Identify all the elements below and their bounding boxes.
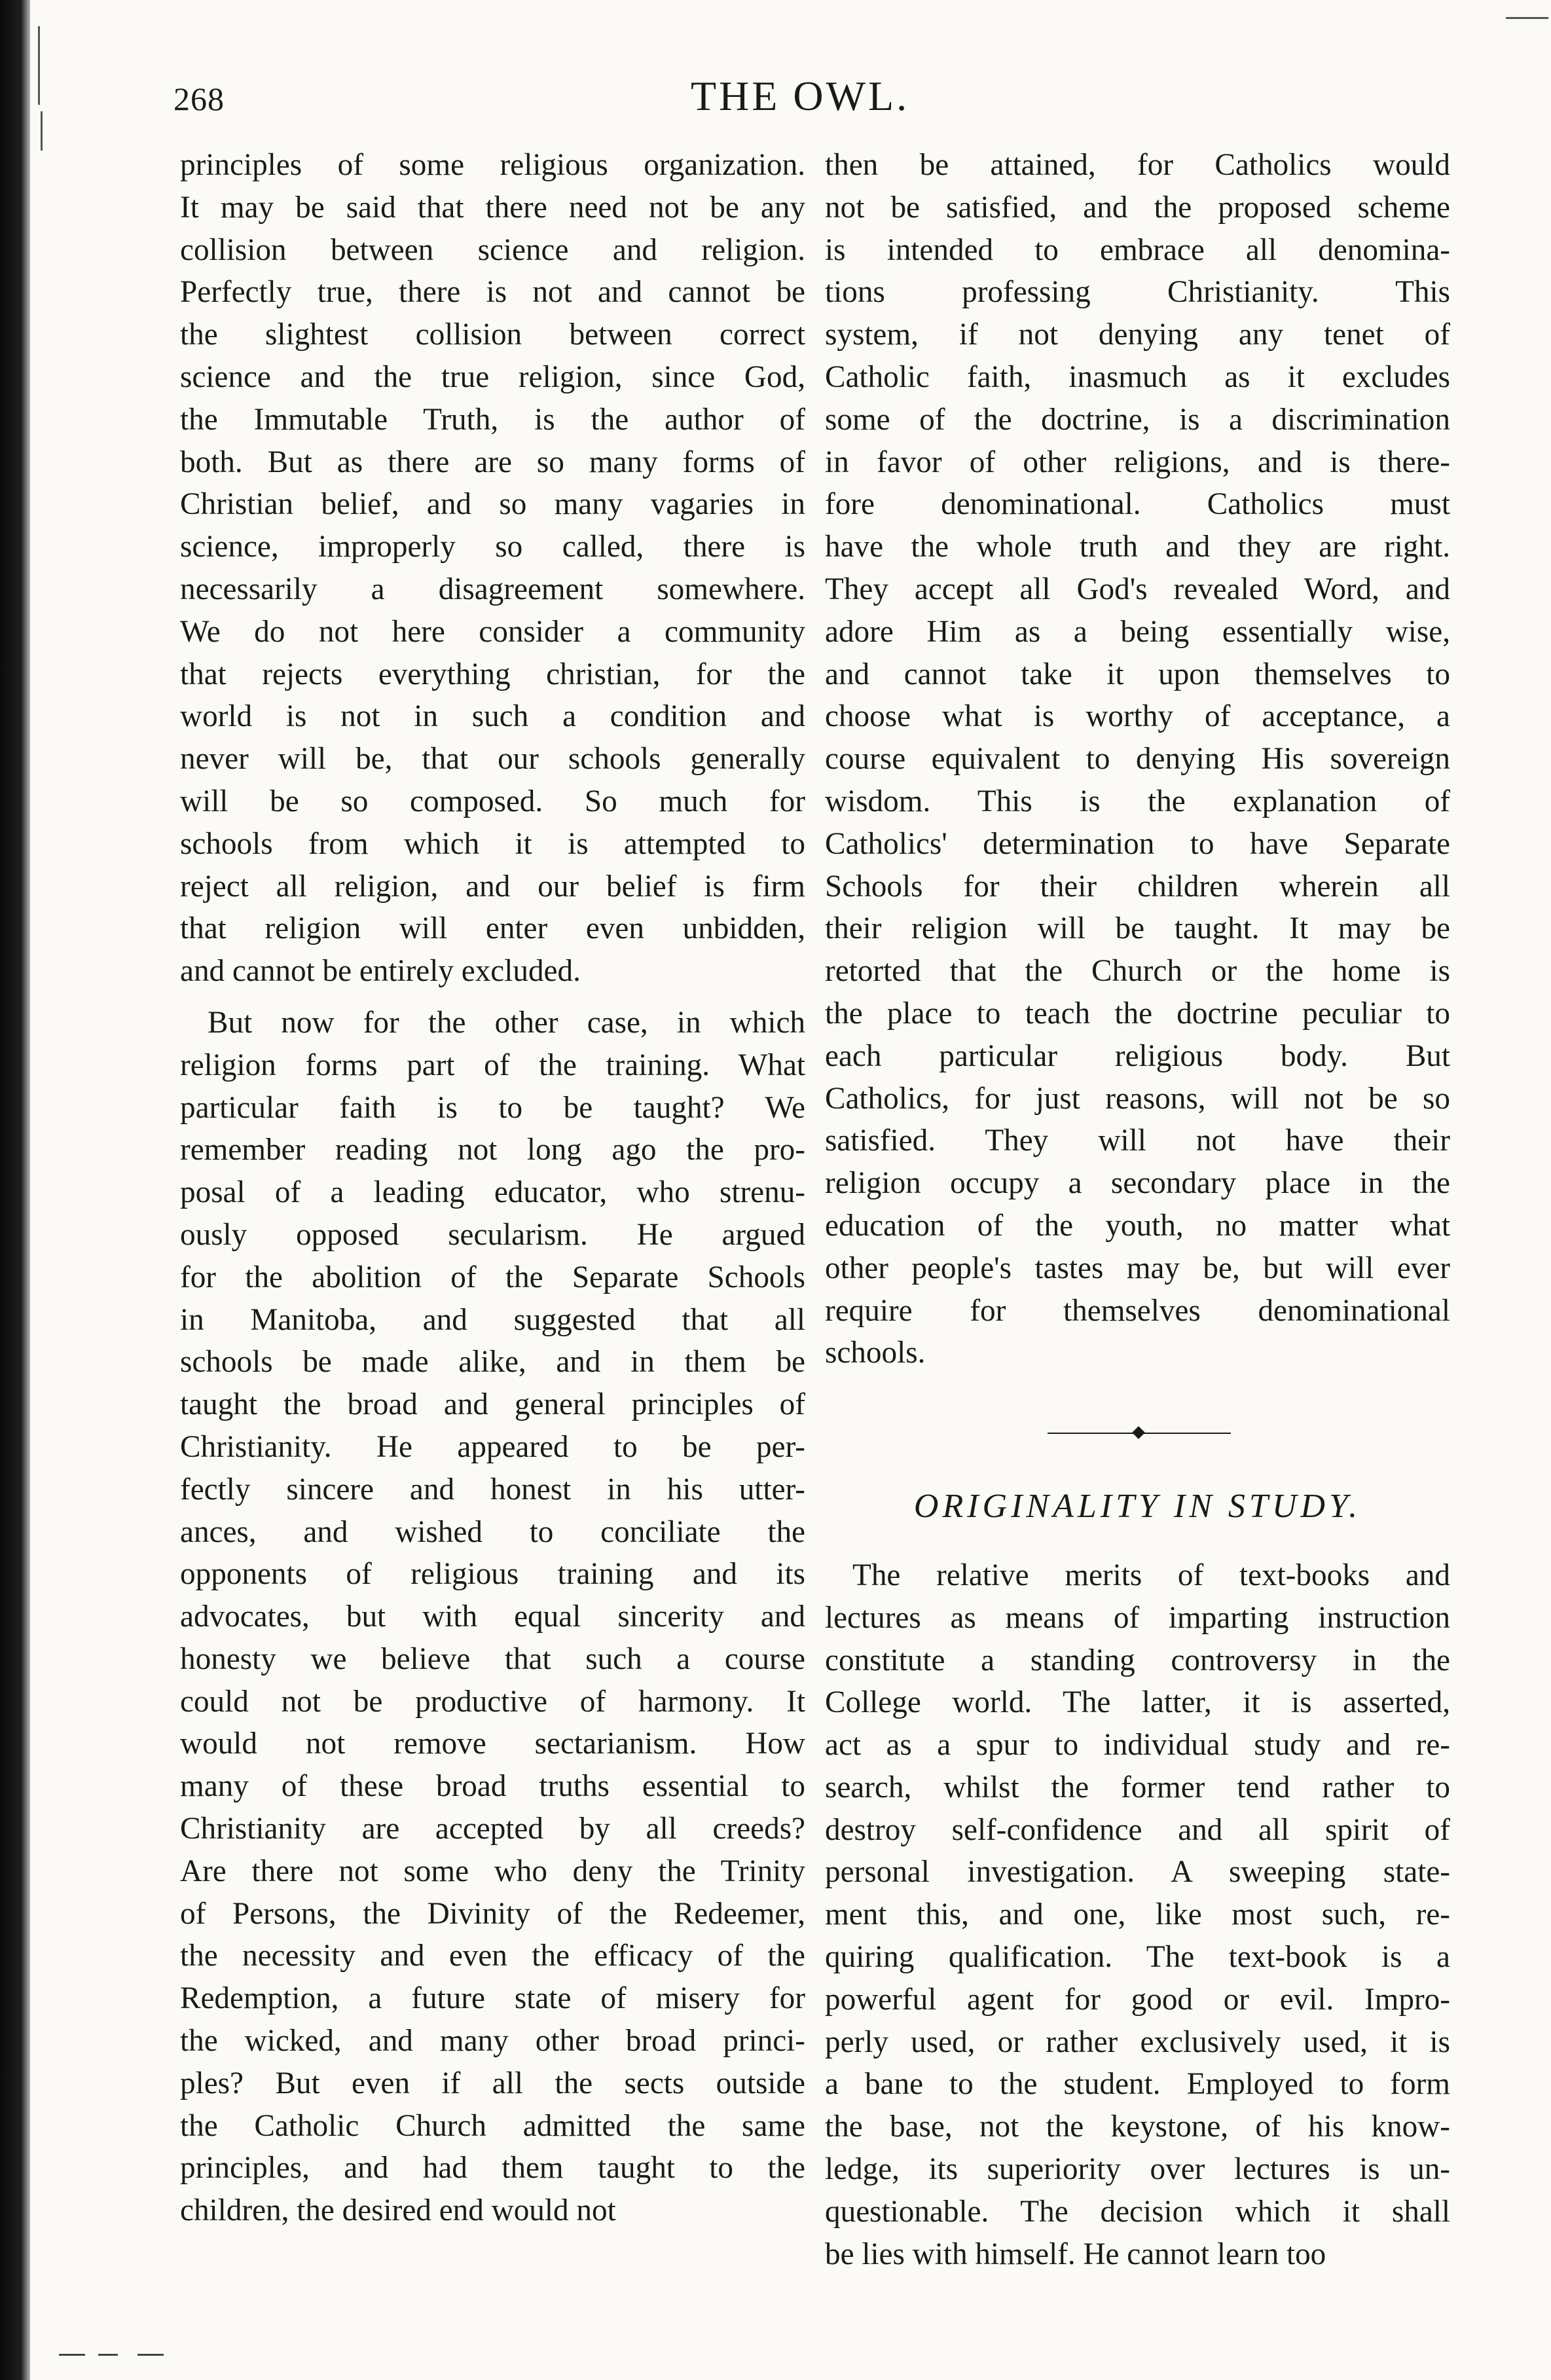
text-line: the slightest collision between correct bbox=[180, 318, 805, 352]
paragraph bbox=[180, 144, 805, 993]
text-line: education of the youth, no matter what bbox=[825, 1208, 1450, 1243]
text-line: then be attained, for Catholics would bbox=[825, 148, 1450, 182]
text-line: schools be made alike, and in them be bbox=[180, 1345, 805, 1380]
text-line: They accept all God's revealed Word, and bbox=[825, 572, 1450, 606]
text-line: the necessity and even the efficacy of the bbox=[180, 1939, 805, 1973]
text-line: religion occupy a secondary place in the bbox=[825, 1166, 1450, 1201]
text-line: Schools for their children wherein all bbox=[825, 869, 1450, 904]
text-line: opponents of religious training and its bbox=[180, 1557, 805, 1592]
running-head bbox=[173, 72, 1427, 131]
text-line: that rejects everything christian, for the bbox=[180, 657, 805, 691]
text-line: personal investigation. A sweeping state- bbox=[825, 1855, 1450, 1890]
text-line: both. But as there are so many forms of bbox=[180, 445, 805, 479]
text-line: the Immutable Truth, is the author of bbox=[180, 402, 805, 437]
text-line: each particular religious body. But bbox=[825, 1038, 1450, 1073]
text-line: their religion will be taught. It may be bbox=[825, 911, 1450, 946]
text-line: honesty we believe that such a course bbox=[180, 1641, 805, 1676]
text-line: have the whole truth and they are right. bbox=[825, 530, 1450, 564]
paragraph bbox=[180, 1002, 805, 2232]
text-line: The relative merits of text-books and bbox=[852, 1558, 1450, 1592]
text-line: that religion will enter even unbidden, bbox=[180, 911, 805, 946]
text-line: the Catholic Church admitted the same bbox=[180, 2108, 805, 2143]
text-line: ment this, and one, like most such, re- bbox=[825, 1897, 1450, 1932]
text-line: some of the doctrine, is a discrimination bbox=[825, 402, 1450, 437]
ornament-rule bbox=[1048, 1427, 1231, 1440]
text-line: taught the broad and general principles of bbox=[180, 1387, 805, 1422]
binding-edge bbox=[0, 0, 30, 2380]
text-line: powerful agent for good or evil. Impro- bbox=[825, 1982, 1450, 2017]
text-line: retorted that the Church or the home is bbox=[825, 954, 1450, 989]
text-line: the place to teach the doctrine peculiar to bbox=[825, 996, 1450, 1031]
text-line: Catholics, for just reasons, will not be so bbox=[825, 1081, 1450, 1116]
text-line: principles, and had them taught to the bbox=[180, 2151, 805, 2186]
text-line: Catholics' determination to have Separate bbox=[825, 826, 1450, 861]
text-line: wisdom. This is the explanation of bbox=[825, 784, 1450, 818]
text-line: would not remove sectarianism. How bbox=[180, 1727, 805, 1761]
text-line: for the abolition of the Separate Schools bbox=[180, 1260, 805, 1294]
journal-title: THE OWL. bbox=[690, 73, 910, 119]
text-line: in favor of other religions, and is there- bbox=[825, 445, 1450, 479]
text-line: posal of a leading educator, who strenu- bbox=[180, 1175, 805, 1210]
text-line: Redemption, a future state of misery for bbox=[180, 1981, 805, 2016]
text-line: constitute a standing controversy in the bbox=[825, 1643, 1450, 1677]
text-line: lectures as means of imparting instruction bbox=[825, 1600, 1450, 1635]
section-divider bbox=[825, 1374, 1450, 1486]
text-line: in Manitoba, and suggested that all bbox=[180, 1302, 805, 1337]
text-line: But now for the other case, in which bbox=[208, 1005, 805, 1040]
scan-mark bbox=[1506, 17, 1548, 19]
text-line: and cannot take it upon themselves to bbox=[825, 657, 1450, 691]
section-title: ORIGINALITY IN STUDY. bbox=[913, 1488, 1362, 1526]
text-line: quiring qualification. The text-book is a bbox=[825, 1940, 1450, 1975]
page-number: 268 bbox=[173, 81, 225, 117]
paragraph bbox=[825, 144, 1450, 1374]
text-line: Christian belief, and so many vagaries in bbox=[180, 487, 805, 522]
text-line: could not be productive of harmony. It bbox=[180, 1684, 805, 1719]
text-line: of Persons, the Divinity of the Redeemer, bbox=[180, 1896, 805, 1931]
text-line: will be so composed. So much for bbox=[180, 784, 805, 818]
paragraph bbox=[825, 1554, 1450, 2276]
text-line: ples? But even if all the sects outside bbox=[180, 2066, 805, 2100]
diamond-ornament-icon bbox=[1132, 1426, 1145, 1439]
text-line: and cannot be entirely excluded. bbox=[180, 954, 581, 989]
text-line: Are there not some who deny the Trinity bbox=[180, 1854, 805, 1888]
text-line: Christianity are accepted by all creeds? bbox=[180, 1812, 805, 1846]
text-line: many of these broad truths essential to bbox=[180, 1769, 805, 1804]
left-column bbox=[180, 144, 805, 2232]
text-line: fectly sincere and honest in his utter- bbox=[180, 1472, 805, 1507]
text-line: is intended to embrace all denomina- bbox=[825, 232, 1450, 267]
text-line: Catholic faith, inasmuch as it excludes bbox=[825, 359, 1450, 394]
text-line: choose what is worthy of acceptance, a bbox=[825, 699, 1450, 734]
text-line: the wicked, and many other broad princi- bbox=[180, 2024, 805, 2059]
text-line: course equivalent to denying His sovereign bbox=[825, 742, 1450, 777]
text-line: never will be, that our schools generally bbox=[180, 742, 805, 777]
text-line: Christianity. He appeared to be per- bbox=[180, 1429, 805, 1464]
text-line: schools. bbox=[825, 1336, 926, 1370]
text-line: religion forms part of the training. What bbox=[180, 1048, 805, 1082]
text-line: necessarily a disagreement somewhere. bbox=[180, 572, 805, 606]
text-line: reject all religion, and our belief is firm bbox=[180, 869, 805, 904]
text-line: other people's tastes may be, but will ever bbox=[825, 1251, 1450, 1285]
text-line: the base, not the keystone, of his know- bbox=[825, 2110, 1450, 2144]
text-line: ously opposed secularism. He argued bbox=[180, 1217, 805, 1252]
text-line: It may be said that there need not be any bbox=[180, 190, 805, 225]
text-line: questionable. The decision which it shall bbox=[825, 2194, 1450, 2229]
edge-mark bbox=[38, 26, 40, 105]
text-line: destroy self-confidence and all spirit of bbox=[825, 1812, 1450, 1847]
text-line: fore denominational. Catholics must bbox=[825, 487, 1450, 522]
text-line: children, the desired end would not bbox=[180, 2193, 616, 2228]
text-line: satisfied. They will not have their bbox=[825, 1124, 1450, 1158]
text-line: perly used, or rather exclusively used, it is bbox=[825, 2024, 1450, 2059]
text-line: science and the true religion, since God, bbox=[180, 359, 805, 394]
text-line: ances, and wished to conciliate the bbox=[180, 1514, 805, 1549]
text-line: remember reading not long ago the pro- bbox=[180, 1133, 805, 1167]
text-line: search, whilst the former tend rather to bbox=[825, 1770, 1450, 1804]
text-line: a bane to the student. Employed to form bbox=[825, 2067, 1450, 2102]
text-line: schools from which it is attempted to bbox=[180, 826, 805, 861]
text-line: We do not here consider a community bbox=[180, 614, 805, 649]
text-line: adore Him as a being essentially wise, bbox=[825, 614, 1450, 649]
text-line: be lies with himself. He cannot learn too bbox=[825, 2237, 1326, 2271]
text-line: College world. The latter, it is asserted, bbox=[825, 1685, 1450, 1720]
text-line: act as a spur to individual study and re- bbox=[825, 1728, 1450, 1763]
text-line: tions professing Christianity. This bbox=[825, 275, 1450, 310]
text-line: science, improperly so called, there is bbox=[180, 530, 805, 564]
text-line: particular faith is to be taught? We bbox=[180, 1090, 805, 1125]
text-line: ledge, its superiority over lectures is un- bbox=[825, 2152, 1450, 2187]
text-line: require for themselves denominational bbox=[825, 1293, 1450, 1328]
text-line: principles of some religious organization. bbox=[180, 148, 805, 182]
right-column bbox=[825, 144, 1450, 2275]
text-line: collision between science and religion. bbox=[180, 232, 805, 267]
text-line: advocates, but with equal sincerity and bbox=[180, 1600, 805, 1634]
text-line: system, if not denying any tenet of bbox=[825, 318, 1450, 352]
text-line: Perfectly true, there is not and cannot be bbox=[180, 275, 805, 310]
edge-mark bbox=[41, 111, 43, 151]
text-line: world is not in such a condition and bbox=[180, 699, 805, 734]
text-line: not be satisfied, and the proposed scheme bbox=[825, 190, 1450, 225]
